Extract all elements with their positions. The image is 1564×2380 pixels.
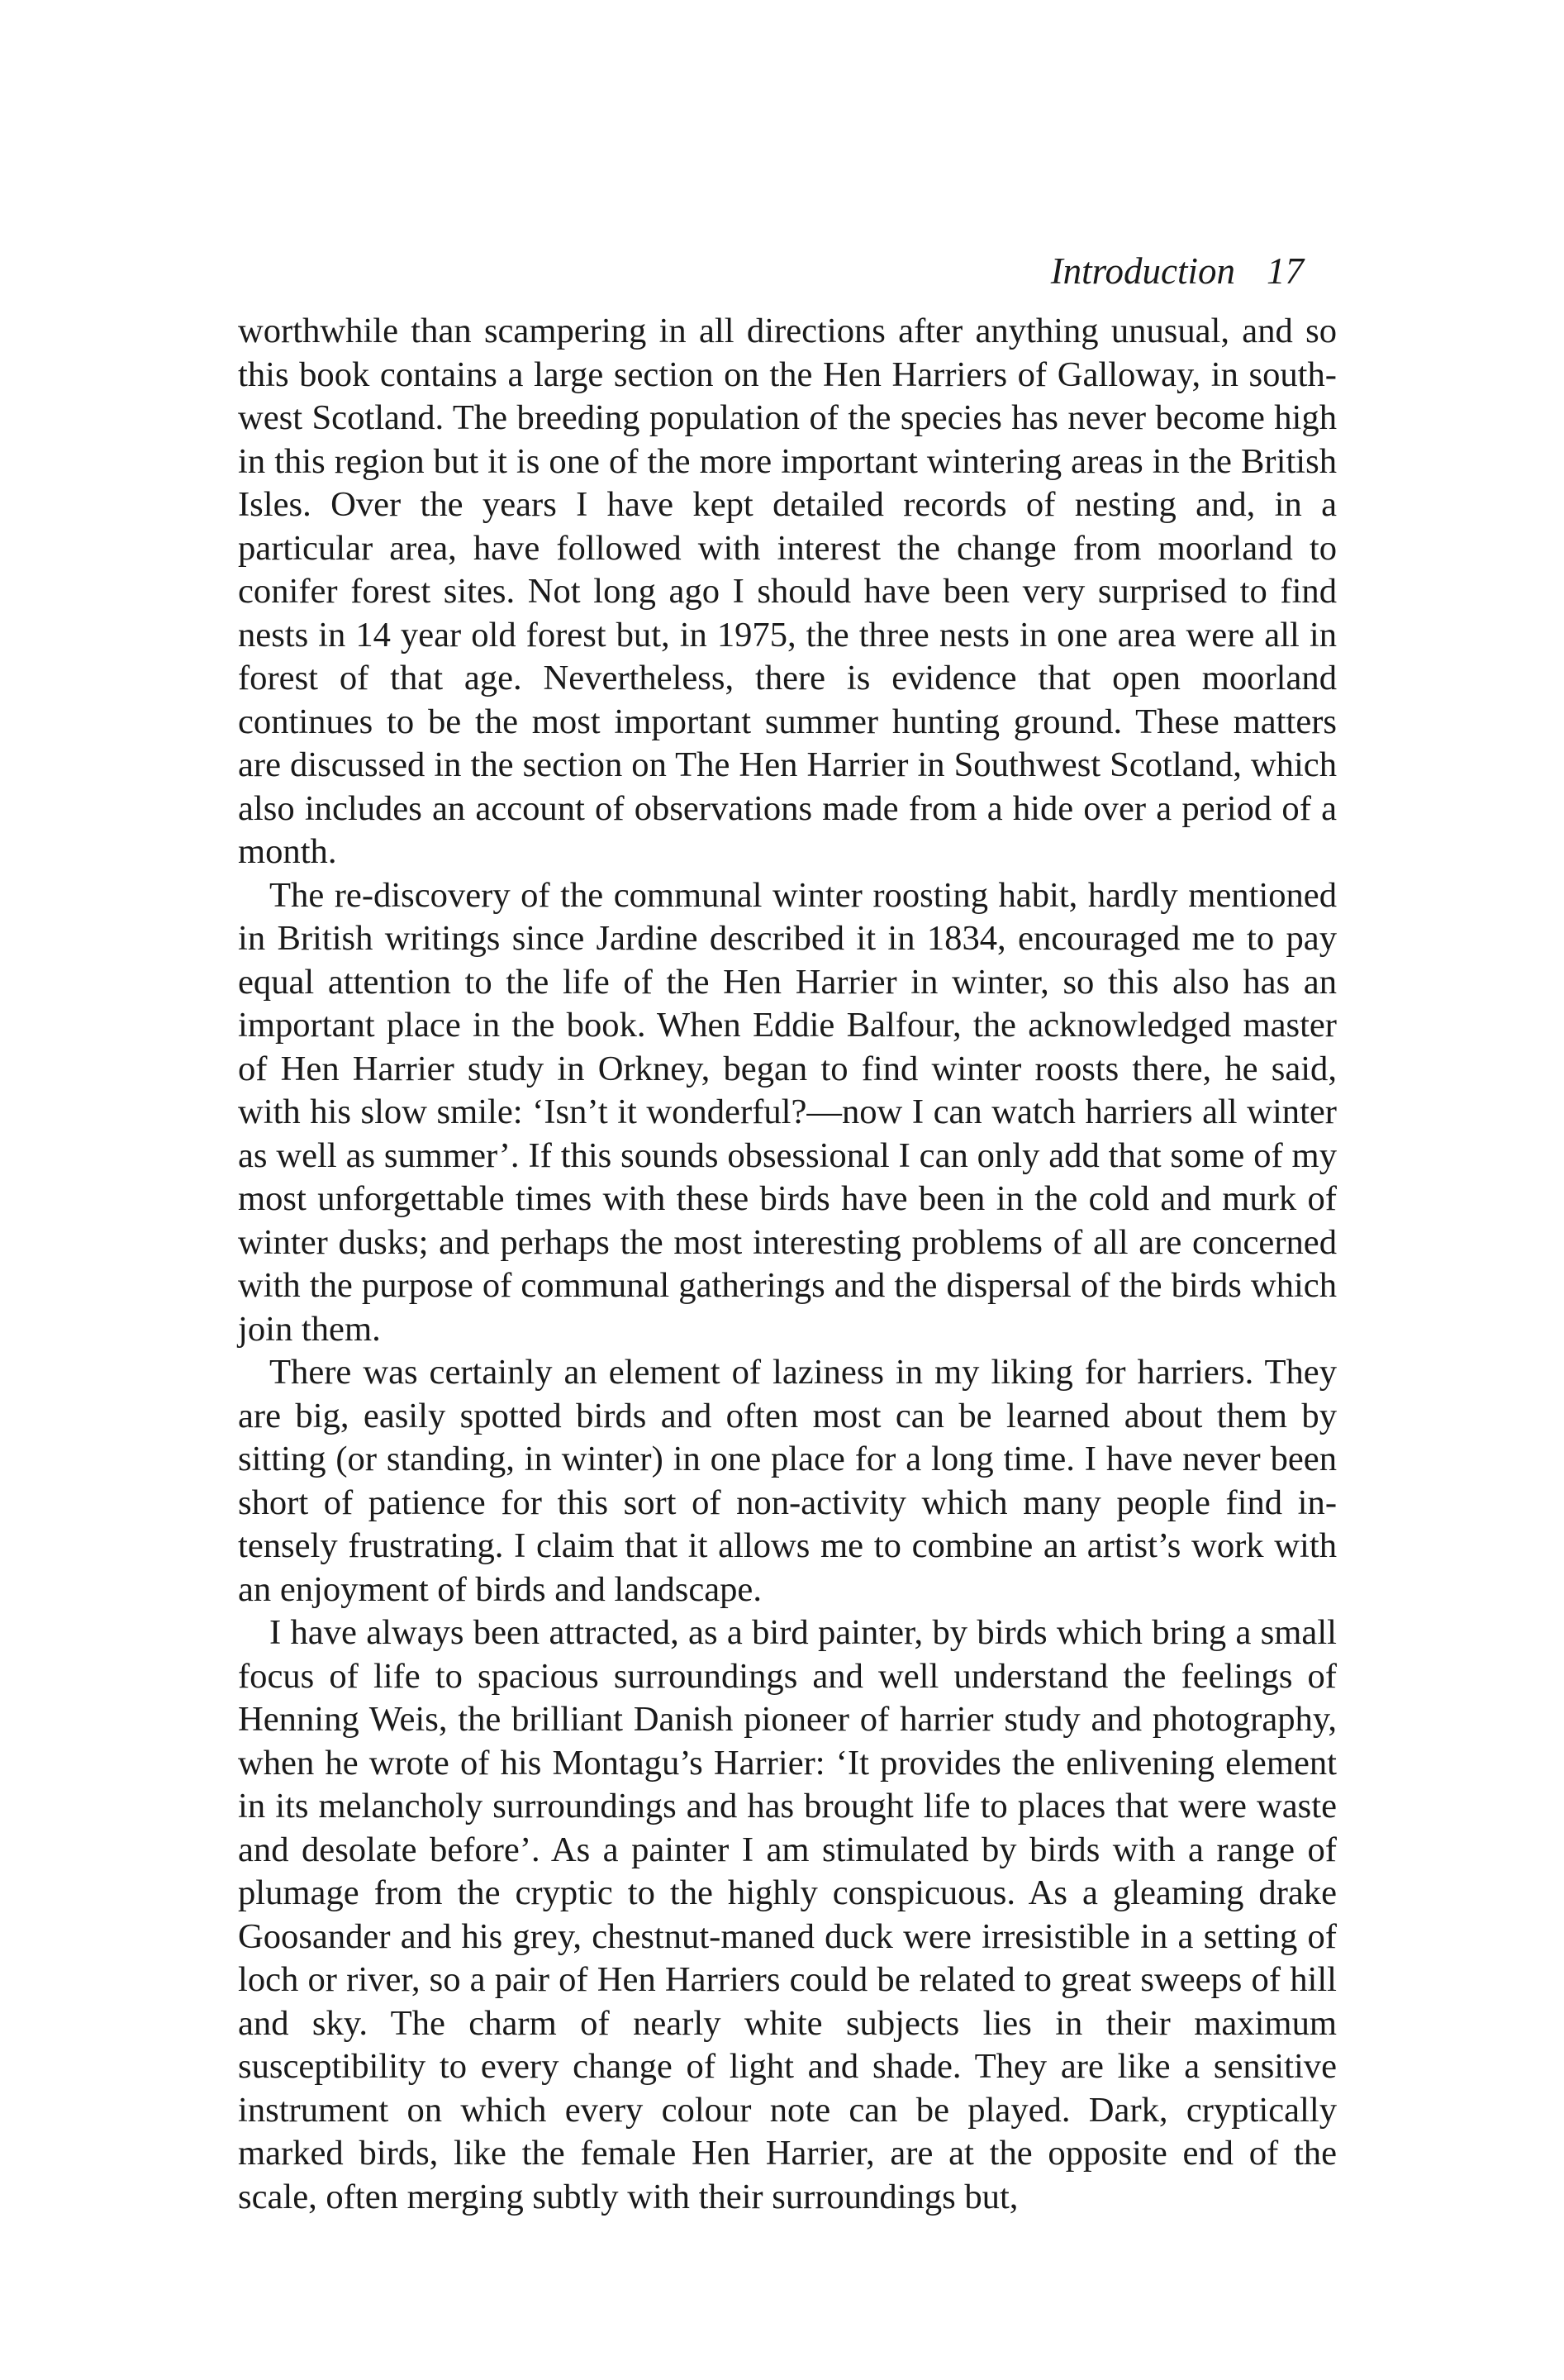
- paragraph-bird-painter: I have always been attracted, as a bird painter, by birds which bring a small focus of life to spacious surroundings and well understand the feelings of Henning Weis, the brilliant Danish pioneer of harrier study and photography, when he wrote of his Montagu’s Harrier: ‘It provides the enlivening element in its melancholy surroundings and has brought life to places that were waste and desolate before’. As a painter I am stimulated by birds with a range of plumage from the cryptic to the highly conspicuous. As a gleaming drake Goosander and his grey, chestnut-maned duck were irresistible in a setting of loch or river, so a pair of Hen Harriers could be related to great sweeps of hill and sky. The charm of nearly white subjects lies in their maximum susceptibility to every change of light and shade. They are like a sensitive instrument on which every colour note can be played. Dark, cryptically marked birds, like the female Hen Harrier, are at the opposite end of the scale, often merging subtly with their surroundings but,: [238, 1613, 1337, 2216]
- paragraph-laziness: There was certainly an element of laziness in my liking for harriers. They are big, easily spotted birds and often most can be learned about them by sitting (or standing, in winter) in one place for a long time. I have never been short of patience for this sort of non-activity which many people find intensely frustrating. I claim that it allows me to combine an artist’s work with an enjoyment of birds and landscape.: [238, 1353, 1337, 1609]
- paragraph-winter-roosting: The re-discovery of the communal winter roosting habit, hardly mentioned in British writings since Jardine described it in 1834, encouraged me to pay equal attention to the life of the Hen Harrier in winter, so this also has an important place in the book. When Eddie Balfour, the acknowledged master of Hen Harrier study in Orkney, began to find winter roosts there, he said, with his slow smile: ‘Isn’t it wonderful?—now I can watch harriers all winter as well as summer’. If this sounds obsessional I can only add that some of my most unforgettable times with these birds have been in the cold and murk of winter dusks; and perhaps the most interesting problems of all are concerned with the purpose of communal gatherings and the dispersal of the birds which join them.: [238, 875, 1337, 1349]
- running-head-title: Introduction: [1050, 250, 1235, 292]
- running-head: [238, 248, 1304, 294]
- page-number: 17: [1267, 250, 1304, 292]
- body-text: [238, 310, 1337, 2219]
- paragraph-continued: worthwhile than scampering in all directions after anything unusual, and so this book contains a large section on the Hen Harriers of Galloway, in south-west Scotland. The breeding population of the species has never become high in this region but it is one of the more important wintering areas in the British Isles. Over the years I have kept detailed records of nesting and, in a particular area, have followed with interest the change from moorland to conifer forest sites. Not long ago I should have been very surprised to find nests in 14 year old forest but, in 1975, the three nests in one area were all in forest of that age. Nevertheless, there is evidence that open moorland continues to be the most important summer hunting ground. These matters are discussed in the section on The Hen Harrier in Southwest Scotland, which also includes an account of observations made from a hide over a period of a month.: [238, 312, 1337, 871]
